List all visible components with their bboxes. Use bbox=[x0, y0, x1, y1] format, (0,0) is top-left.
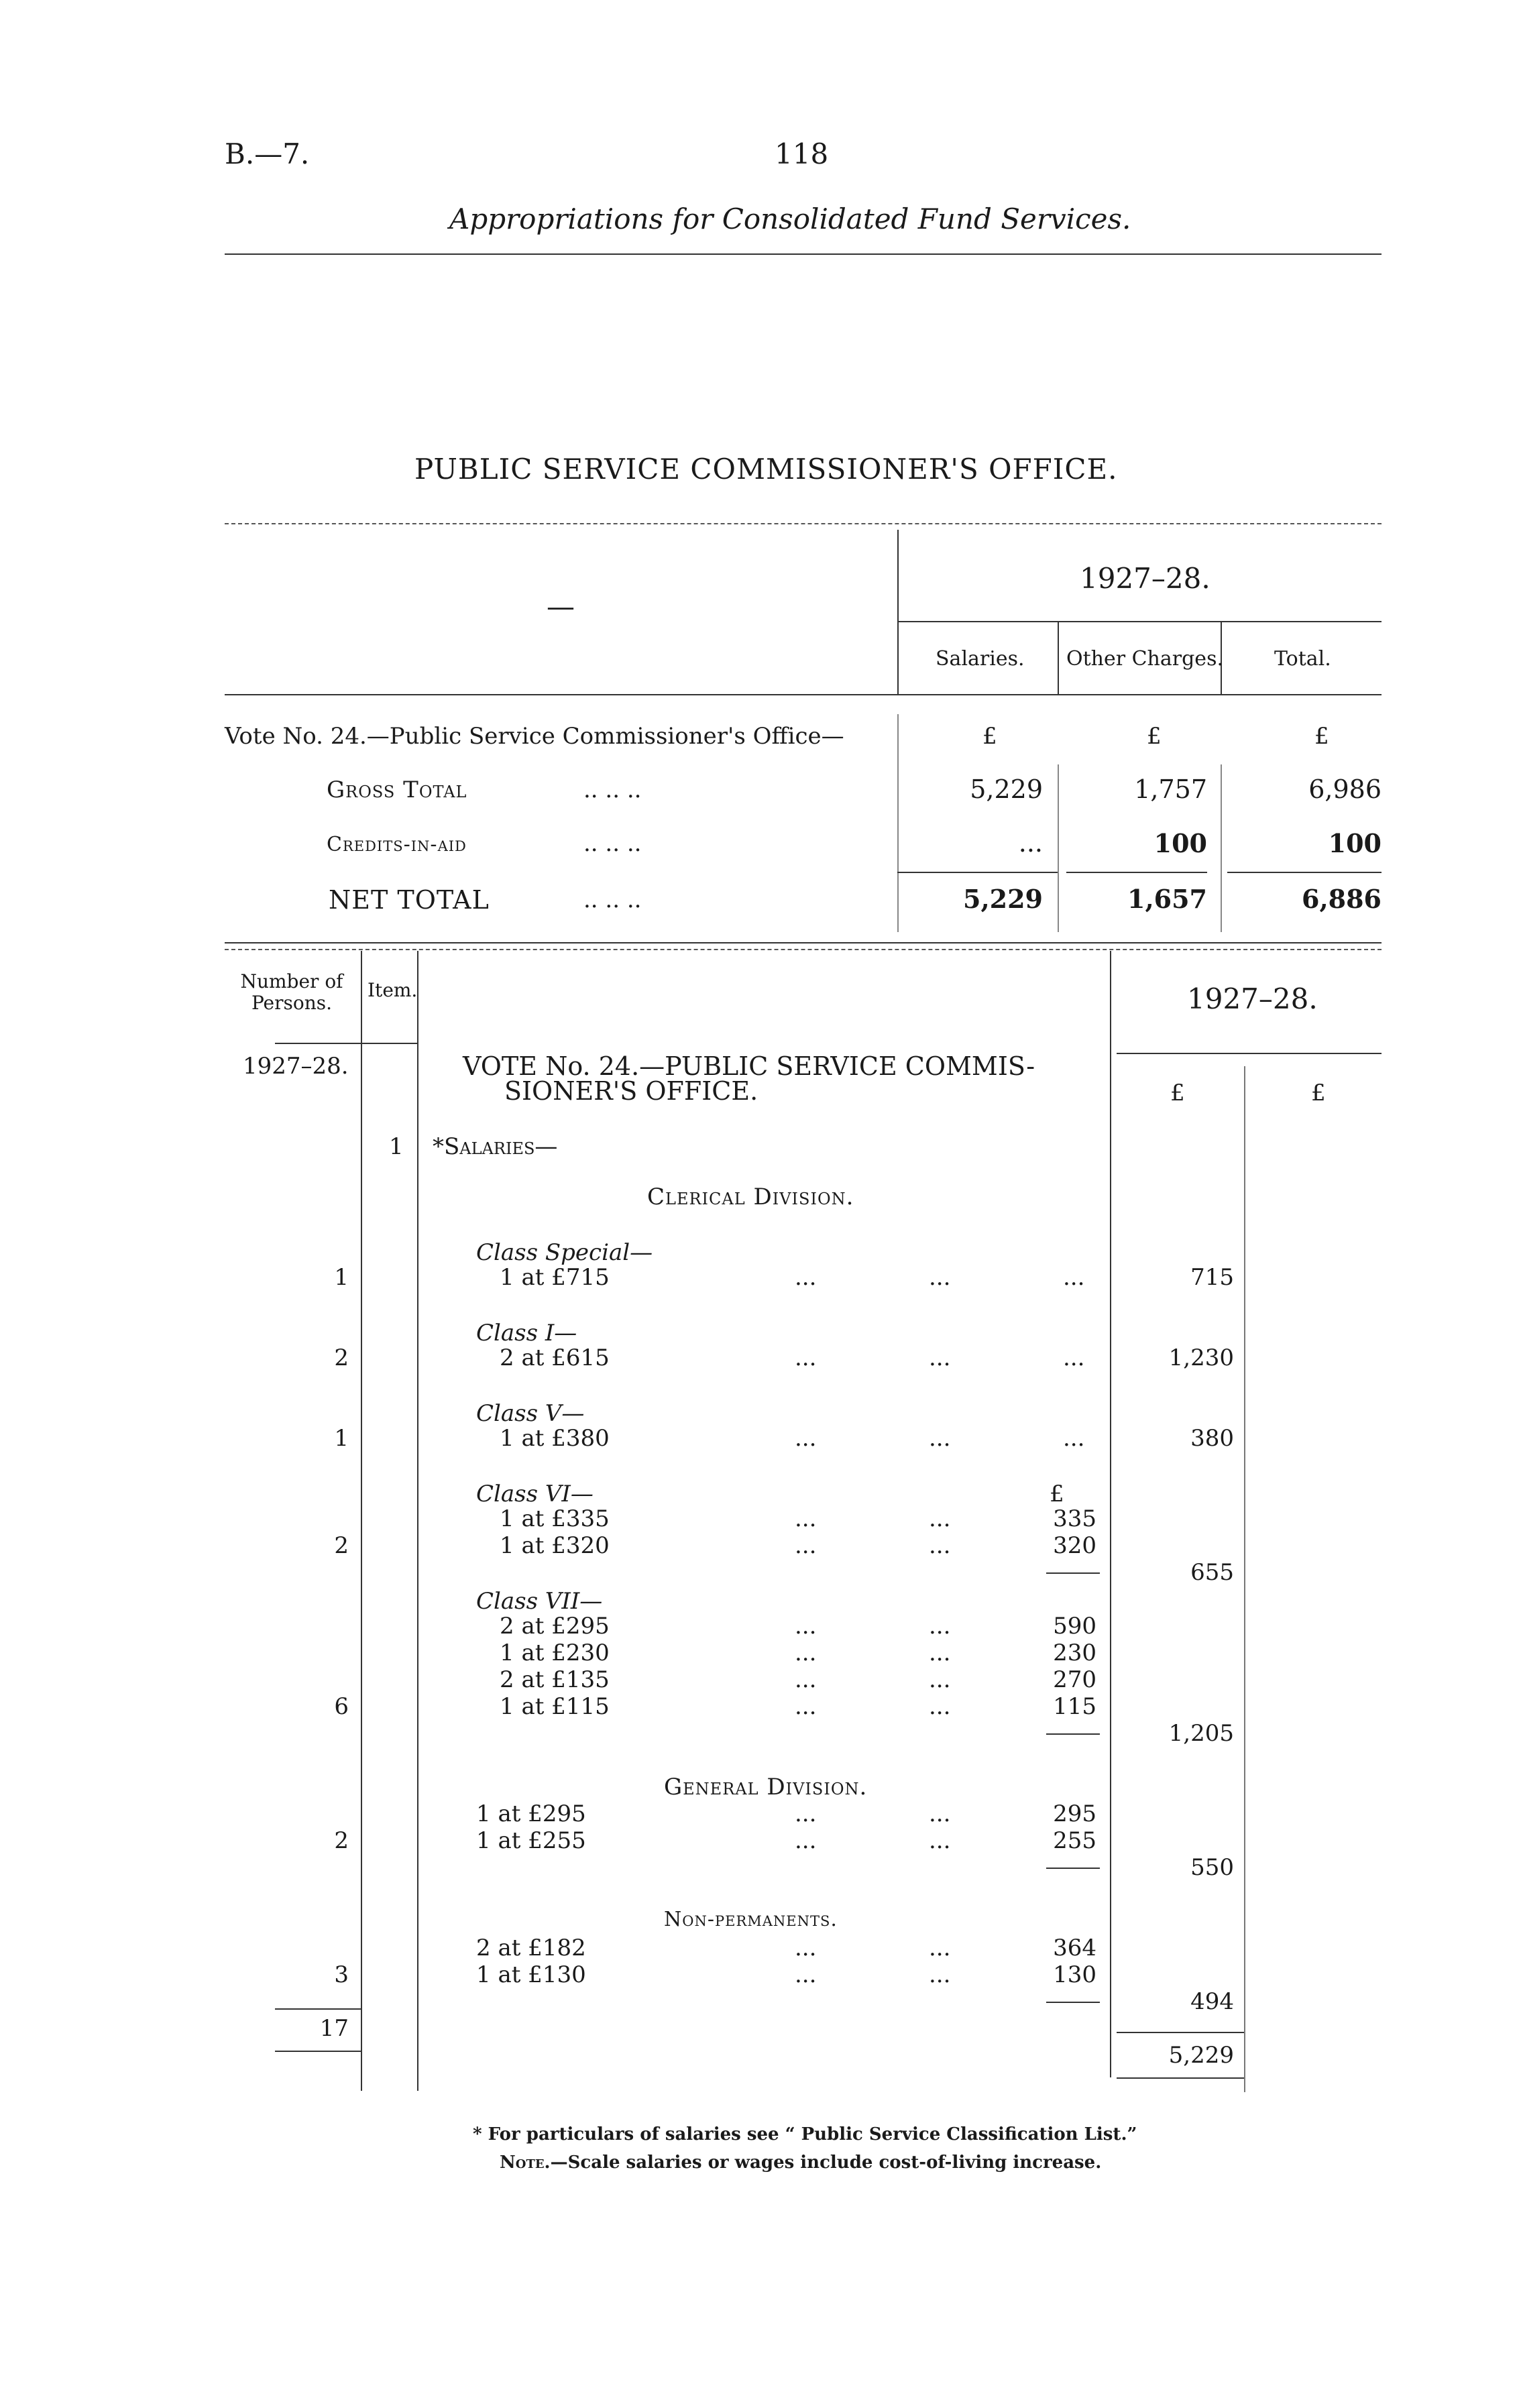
summary-row-salaries: ... bbox=[1018, 828, 1043, 858]
ellipsis: ... bbox=[795, 1693, 817, 1720]
ellipsis: ... bbox=[929, 1961, 951, 1988]
ellipsis: ... bbox=[929, 1666, 951, 1693]
class-vii-total: 1,205 bbox=[1168, 1720, 1234, 1747]
summary-row-label: NET TOTAL bbox=[329, 885, 490, 915]
detail-col-rule-item bbox=[417, 951, 418, 2091]
class-vii-heading: Class VII— bbox=[476, 1588, 603, 1615]
ellipsis: ... bbox=[1063, 1344, 1085, 1371]
detail-year: 1927–28. bbox=[1187, 982, 1318, 1015]
detail-top-rule-1 bbox=[225, 942, 1382, 943]
ellipsis: ... bbox=[795, 1935, 817, 1961]
class-vi-total: 655 bbox=[1190, 1559, 1234, 1586]
class-vii-line: 2 at £135 bbox=[500, 1666, 610, 1693]
ellipsis: ... bbox=[795, 1640, 817, 1666]
ellipsis: ... bbox=[929, 1640, 951, 1666]
summary-row-other: 1,657 bbox=[1127, 884, 1207, 914]
summary-row-dots: .. .. .. bbox=[583, 886, 642, 913]
summary-row-other: 1,757 bbox=[1134, 775, 1207, 804]
ellipsis: ... bbox=[795, 1800, 817, 1827]
summary-year: 1927–28. bbox=[1080, 562, 1210, 595]
ellipsis: ... bbox=[929, 1425, 951, 1452]
detail-col-item: Item. bbox=[368, 979, 418, 1001]
ellipsis: ... bbox=[795, 1613, 817, 1640]
nonperm-total: 494 bbox=[1190, 1988, 1234, 2015]
grand-total: 5,229 bbox=[1168, 2042, 1234, 2069]
summary-body-divider-2 bbox=[1221, 764, 1222, 932]
summary-row-total: 6,886 bbox=[1302, 884, 1382, 914]
detail-persons-year: 1927–28. bbox=[243, 1053, 349, 1080]
detail-col-rule-amount bbox=[1244, 1066, 1245, 2092]
ellipsis: ... bbox=[795, 1264, 817, 1291]
class-vi-line: 1 at £335 bbox=[500, 1505, 610, 1532]
summary-row-dots: .. .. .. bbox=[583, 777, 642, 803]
nonperm-line: 2 at £182 bbox=[476, 1935, 586, 1961]
office-title: PUBLIC SERVICE COMMISSIONER'S OFFICE. bbox=[414, 453, 1118, 485]
summary-row-dots: .. .. .. bbox=[583, 830, 642, 857]
salaries-heading: *Salaries— bbox=[433, 1133, 558, 1160]
ellipsis: ... bbox=[1063, 1264, 1085, 1291]
class-v-amount: 380 bbox=[1190, 1425, 1234, 1452]
ellipsis: ... bbox=[795, 1961, 817, 1988]
summary-net-rule-2 bbox=[1066, 872, 1207, 873]
summary-body-divider-1 bbox=[1058, 764, 1059, 932]
persons-total-rule-bottom bbox=[275, 2051, 361, 2052]
grand-total-rule-bottom bbox=[1117, 2077, 1244, 2079]
detail-vote-line1: VOTE No. 24.—PUBLIC SERVICE COMMIS- bbox=[463, 1051, 1035, 1081]
general-persons: 2 bbox=[334, 1827, 349, 1854]
class-vii-subtotal-rule bbox=[1046, 1733, 1100, 1735]
ellipsis: ... bbox=[795, 1344, 817, 1371]
class-v-heading: Class V— bbox=[476, 1400, 585, 1427]
class-vii-line: 1 at £230 bbox=[500, 1640, 610, 1666]
detail-currency-1: £ bbox=[1170, 1080, 1185, 1106]
class-vii-line-amount: 230 bbox=[1053, 1640, 1096, 1666]
summary-net-rule-3 bbox=[1227, 872, 1382, 873]
class-vii-persons: 6 bbox=[334, 1693, 349, 1720]
class-vi-currency: £ bbox=[1050, 1481, 1064, 1507]
summary-col-total: Total. bbox=[1274, 647, 1331, 671]
class-i-line: 2 at £615 bbox=[500, 1344, 610, 1371]
class-v-persons: 1 bbox=[334, 1425, 349, 1452]
summary-currency-other: £ bbox=[1147, 723, 1162, 750]
class-special-amount: 715 bbox=[1190, 1264, 1234, 1291]
ellipsis: ... bbox=[929, 1800, 951, 1827]
summary-row-label: Credits-in-aid bbox=[327, 833, 467, 856]
detail-item-head-rule bbox=[361, 1043, 417, 1044]
class-vii-line: 2 at £295 bbox=[500, 1613, 610, 1640]
class-special-persons: 1 bbox=[334, 1264, 349, 1291]
detail-vote-line2: SIONER'S OFFICE. bbox=[504, 1076, 758, 1106]
summary-row-other: 100 bbox=[1153, 828, 1207, 858]
class-i-heading: Class I— bbox=[476, 1320, 577, 1346]
general-line: 1 at £295 bbox=[476, 1800, 586, 1827]
summary-year-rule bbox=[897, 621, 1382, 622]
class-vi-subtotal-rule bbox=[1046, 1572, 1100, 1574]
summary-net-rule-1 bbox=[897, 872, 1058, 873]
footnote-note bbox=[500, 2153, 1101, 2173]
class-vii-line-amount: 115 bbox=[1053, 1693, 1096, 1720]
nonperm-persons: 3 bbox=[334, 1961, 349, 1988]
ellipsis: ... bbox=[929, 1264, 951, 1291]
page-subtitle: Appropriations for Consolidated Fund Services. bbox=[449, 203, 1131, 235]
summary-row-total: 100 bbox=[1328, 828, 1382, 858]
ellipsis: ... bbox=[929, 1344, 951, 1371]
ellipsis: ... bbox=[929, 1532, 951, 1559]
footnote-salaries: * For particulars of salaries see “ Public Service Classification List.” bbox=[473, 2124, 1137, 2144]
summary-row-salaries: 5,229 bbox=[963, 884, 1043, 914]
detail-item-number: 1 bbox=[389, 1133, 404, 1160]
footnote-note-label: Note. bbox=[500, 2153, 551, 2173]
class-vi-line-amount: 335 bbox=[1053, 1505, 1096, 1532]
general-division-heading: General Division. bbox=[664, 1774, 868, 1800]
class-vii-line-amount: 590 bbox=[1053, 1613, 1096, 1640]
class-i-persons: 2 bbox=[334, 1344, 349, 1371]
nonperm-line: 1 at £130 bbox=[476, 1961, 586, 1988]
summary-top-rule bbox=[225, 523, 1382, 524]
non-permanents-heading: Non-permanents. bbox=[664, 1908, 838, 1931]
detail-persons-head-rule bbox=[275, 1043, 361, 1044]
nonperm-subtotal-rule bbox=[1046, 2002, 1100, 2003]
footnote-note-text: —Scale salaries or wages include cost-of-living increase. bbox=[550, 2153, 1102, 2173]
grand-total-rule-top bbox=[1117, 2032, 1244, 2033]
class-vi-line-amount: 320 bbox=[1053, 1532, 1096, 1559]
class-special-heading: Class Special— bbox=[476, 1239, 653, 1266]
general-subtotal-rule bbox=[1046, 1868, 1100, 1869]
ellipsis: ... bbox=[929, 1935, 951, 1961]
class-vi-persons: 2 bbox=[334, 1532, 349, 1559]
ellipsis: ... bbox=[929, 1505, 951, 1532]
summary-col-divider-1 bbox=[1058, 621, 1059, 695]
persons-total-rule-top bbox=[275, 2008, 361, 2010]
detail-col-rule-desc bbox=[1110, 951, 1111, 2077]
page-code: B.—7. bbox=[225, 137, 310, 170]
detail-col-persons: Number of Persons. bbox=[240, 970, 343, 1014]
general-line: 1 at £255 bbox=[476, 1827, 586, 1854]
summary-row-total: 6,986 bbox=[1308, 775, 1382, 804]
ellipsis: ... bbox=[929, 1827, 951, 1854]
persons-total: 17 bbox=[319, 2015, 349, 2042]
ellipsis: ... bbox=[795, 1425, 817, 1452]
class-vii-line: 1 at £115 bbox=[500, 1693, 610, 1720]
class-i-amount: 1,230 bbox=[1168, 1344, 1234, 1371]
ellipsis: ... bbox=[795, 1532, 817, 1559]
summary-head-rule bbox=[225, 694, 1382, 695]
ellipsis: ... bbox=[1063, 1425, 1085, 1452]
nonperm-line-amount: 364 bbox=[1053, 1935, 1096, 1961]
detail-currency-2: £ bbox=[1311, 1080, 1326, 1106]
ellipsis: ... bbox=[929, 1613, 951, 1640]
page-number: 118 bbox=[775, 137, 829, 170]
summary-body-divider-0 bbox=[897, 714, 899, 932]
detail-year-rule bbox=[1117, 1053, 1382, 1054]
ellipsis: ... bbox=[795, 1827, 817, 1854]
class-special-line: 1 at £715 bbox=[500, 1264, 610, 1291]
ellipsis: ... bbox=[795, 1505, 817, 1532]
detail-top-rule-2 bbox=[225, 949, 1382, 950]
ellipsis: ... bbox=[929, 1693, 951, 1720]
summary-currency-total: £ bbox=[1314, 723, 1329, 750]
summary-col-other: Other Charges. bbox=[1066, 647, 1223, 671]
class-vi-line: 1 at £320 bbox=[500, 1532, 610, 1559]
ellipsis: ... bbox=[795, 1666, 817, 1693]
summary-divider bbox=[897, 530, 899, 694]
summary-row-salaries: 5,229 bbox=[970, 775, 1043, 804]
class-v-line: 1 at £380 bbox=[500, 1425, 610, 1452]
class-vii-line-amount: 270 bbox=[1053, 1666, 1096, 1693]
detail-col-rule-persons bbox=[361, 951, 362, 2091]
summary-stub-dash: — bbox=[547, 590, 575, 623]
class-vi-heading: Class VI— bbox=[476, 1481, 594, 1507]
general-total: 550 bbox=[1190, 1854, 1234, 1881]
summary-row-label: Gross Total bbox=[327, 777, 467, 803]
header-rule bbox=[225, 253, 1382, 255]
general-line-amount: 295 bbox=[1053, 1800, 1096, 1827]
nonperm-line-amount: 130 bbox=[1053, 1961, 1096, 1988]
general-line-amount: 255 bbox=[1053, 1827, 1096, 1854]
summary-vote-label: Vote No. 24.—Public Service Commissioner's Office— bbox=[225, 723, 844, 750]
summary-currency-salaries: £ bbox=[982, 723, 997, 750]
summary-col-salaries: Salaries. bbox=[936, 647, 1025, 671]
clerical-division-heading: Clerical Division. bbox=[647, 1184, 854, 1210]
